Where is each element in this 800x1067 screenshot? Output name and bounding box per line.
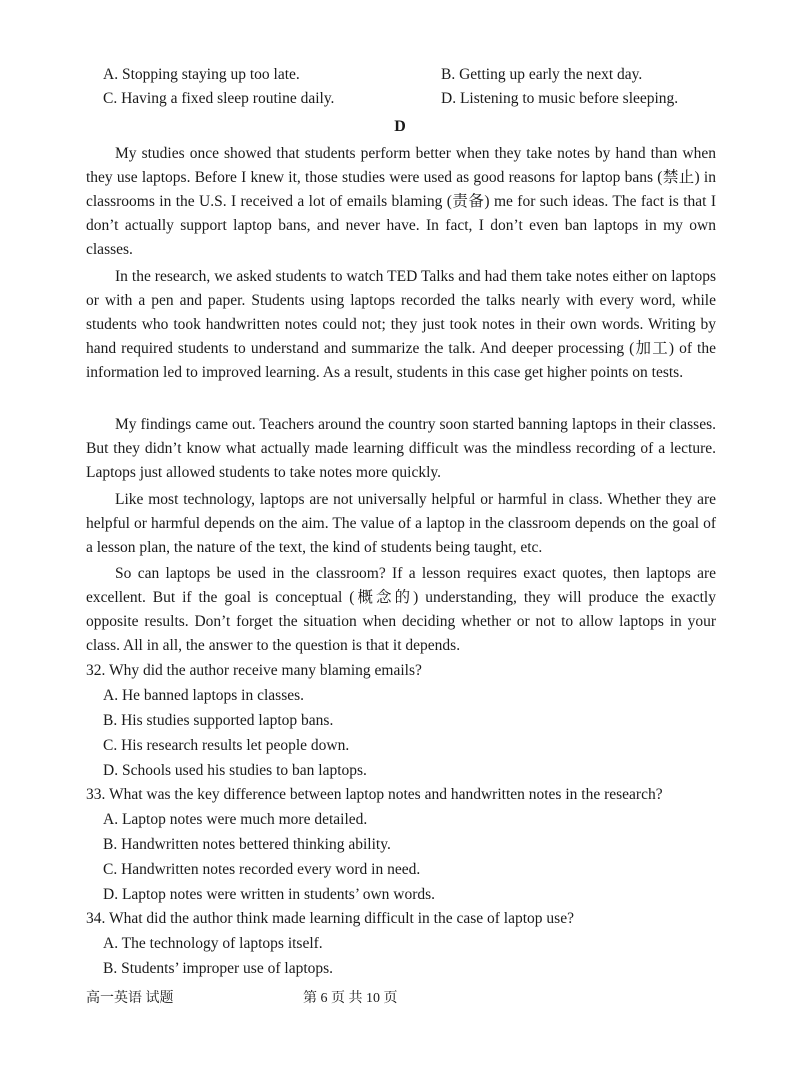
question-32-option-b: B. His studies supported laptop bans.	[103, 712, 334, 729]
question-33: 33. What was the key difference between laptop notes and handwritten notes in the research?	[86, 786, 663, 803]
question-32-option-c: C. His research results let people down.	[103, 737, 350, 754]
option-d: D. Listening to music before sleeping.	[441, 90, 679, 107]
question-32-option-d: D. Schools used his studies to ban laptops.	[103, 762, 367, 779]
question-33-option-a: A. Laptop notes were much more detailed.	[103, 811, 368, 828]
passage-paragraph-5: So can laptops be used in the classroom? If a lesson requires exact quotes, then laptops are excellent. But if the goal is conceptual (概念的) understanding, they will produce the exactly opposite results. Don’t forget the situation when deciding whether or not to allow laptops in your class. All in all, the answer to the question is that it depends.	[86, 565, 716, 654]
question-32: 32. Why did the author receive many blaming emails?	[86, 662, 422, 679]
question-33-option-b: B. Handwritten notes bettered thinking ability.	[103, 836, 391, 853]
option-b: B. Getting up early the next day.	[441, 66, 643, 83]
option-c: C. Having a fixed sleep routine daily.	[103, 90, 335, 107]
passage-paragraph-2: In the research, we asked students to watch TED Talks and had them take notes either on laptops or with a pen and paper. Students using laptops recorded the talks nearly with every word, while students who took handwritten notes could not; they just took notes in their own words. Writing by hand required students to understand and summarize the talk. And deeper processing (加工) of the information led to improved learning. As a result, students in this case get higher points on tests.	[86, 268, 716, 381]
question-33-option-c: C. Handwritten notes recorded every word in need.	[103, 861, 421, 878]
section-label: D	[394, 118, 406, 135]
question-34-option-a: A. The technology of laptops itself.	[103, 935, 323, 952]
question-32-option-a: A. He banned laptops in classes.	[103, 687, 305, 704]
passage-paragraph-1: My studies once showed that students perform better when they take notes by hand than when they use laptops. Before I knew it, those studies were used as good reasons for laptop bans (禁止) in classrooms in the U.S. I received a lot of emails blaming (责备) me for such ideas. The fact is that I don’t actually support laptop bans, and never have. In fact, I don’t even ban laptops in my own classes.	[86, 145, 716, 258]
option-a: A. Stopping staying up too late.	[103, 66, 300, 83]
passage-paragraph-3: My findings came out. Teachers around the country soon started banning laptops in their classes. But they didn’t know what actually made learning difficult was the mindless recording of a lecture. Laptops just allowed students to take notes more quickly.	[86, 416, 716, 481]
prev-options-row-2	[0, 90, 800, 114]
question-34-option-b: B. Students’ improper use of laptops.	[103, 960, 334, 977]
prev-options-row-1	[0, 66, 800, 90]
passage-paragraph-4: Like most technology, laptops are not universally helpful or harmful in class. Whether they are helpful or harmful depends on the aim. The value of a laptop in the classroom depends on the goal of a lesson plan, the nature of the text, the kind of students being taught, etc.	[86, 491, 716, 556]
question-34: 34. What did the author think made learning difficult in the case of laptop use?	[86, 910, 574, 927]
footer-subject: 高一英语 试题	[86, 991, 174, 1006]
question-33-option-d: D. Laptop notes were written in students’ own words.	[103, 886, 436, 903]
footer-page-number: 第 6 页 共 10 页	[303, 991, 398, 1006]
